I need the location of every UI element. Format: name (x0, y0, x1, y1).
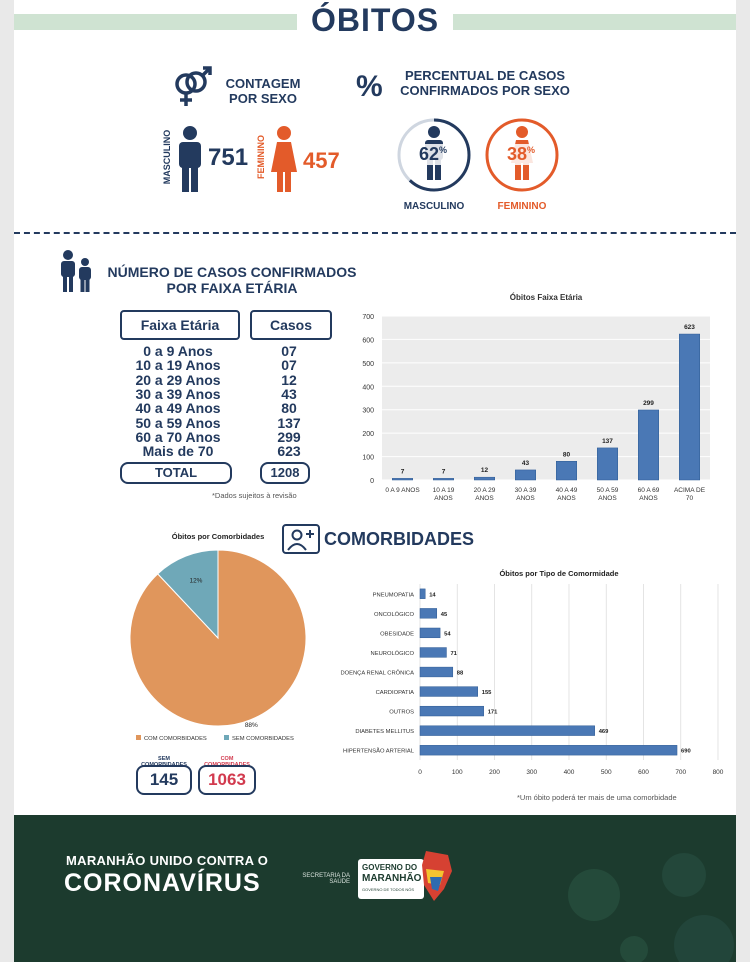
legend-swatch (224, 735, 229, 740)
y-tick-label: 100 (362, 454, 374, 462)
x-tick-label: 20 A 29 (473, 487, 496, 494)
y-tick-label: 500 (362, 360, 374, 368)
com-comorb-value: 1063 (198, 765, 256, 795)
table-header-faixa: Faixa Etária (120, 310, 240, 340)
fem-label: FEMININO (256, 135, 266, 179)
bar (420, 648, 446, 658)
table-cell-faixa: 30 a 39 Anos (135, 385, 221, 402)
y-tick-label: 0 (370, 478, 374, 485)
footer-slogan-line1: MARANHÃO UNIDO CONTRA O (66, 853, 269, 868)
table-cell-casos: 299 (277, 428, 301, 445)
x-tick-label: ANOS (557, 495, 576, 502)
fem-percent-caption: FEMININO (497, 201, 547, 212)
x-tick-label: 300 (526, 769, 538, 776)
y-tick-label: DOENÇA RENAL CRÔNICA (340, 670, 414, 677)
faixa-note: *Dados sujeitos à revisão (212, 491, 297, 500)
data-label: 299 (643, 399, 654, 407)
x-tick-label: 400 (563, 769, 575, 776)
sexo-heading-line1: CONTAGEM (225, 76, 301, 91)
table-cell-faixa: 50 a 59 Anos (135, 414, 221, 431)
x-tick-label: 800 (712, 769, 724, 776)
x-tick-label: 70 (685, 495, 694, 502)
table-cell-casos: 43 (281, 385, 297, 402)
y-tick-label: CARDIOPATIA (375, 690, 414, 697)
gov-logo-line2: MARANHÃO (362, 873, 422, 884)
bar (474, 477, 495, 480)
maranhao-map-icon (420, 849, 454, 903)
sem-comorb-value: 145 (136, 765, 192, 795)
y-tick-label: 700 (362, 314, 374, 321)
y-tick-label: ONCOLÓGICO (374, 611, 414, 618)
people-icon (58, 250, 94, 292)
y-tick-label: OBESIDADE (380, 631, 414, 638)
gender-symbol-icon (170, 66, 214, 110)
masc-label: MASCULINO (162, 129, 172, 185)
bar (597, 448, 618, 480)
table-cell-casos: 07 (281, 343, 297, 359)
data-label: 43 (521, 459, 530, 467)
bar (392, 478, 413, 480)
x-tick-label: ACIMA DE (673, 487, 706, 494)
legend-swatch (136, 735, 141, 740)
data-label: 12 (480, 467, 489, 475)
patient-bed-icon (282, 524, 320, 554)
y-tick-label: 600 (362, 337, 374, 345)
sec-saude-line1: SECRETARIA DA (302, 873, 350, 879)
footer-slogan-line2: CORONAVÍRUS (64, 869, 261, 897)
bar (420, 745, 677, 755)
data-label: 54 (444, 631, 451, 638)
virus-decoration-icon (554, 835, 734, 962)
bar (679, 334, 700, 480)
chart-title: Óbitos por Comorbidades (171, 532, 265, 541)
x-tick-label: 200 (489, 769, 500, 776)
x-tick-label: 30 A 39 (514, 487, 537, 494)
pct-heading-line2: CONFIRMADOS POR SEXO (400, 83, 570, 98)
x-tick-label: 500 (600, 769, 612, 776)
table-cell-casos: 07 (281, 357, 297, 374)
table-cell-casos: 80 (281, 400, 297, 417)
x-tick-label: 100 (451, 769, 463, 776)
x-tick-label: 700 (675, 769, 687, 776)
y-tick-label: DIABETES MELLITUS (355, 729, 414, 736)
table-cell-faixa: Mais de 70 (142, 443, 214, 460)
governo-logo (358, 859, 424, 899)
data-label: 7 (400, 468, 405, 476)
fem-percent-sign: % (527, 145, 536, 155)
fem-count: 457 (303, 148, 340, 173)
data-label: 469 (598, 729, 609, 736)
plot-area (382, 316, 710, 480)
masc-percent-number: 62 (419, 144, 440, 164)
bar (420, 608, 437, 618)
sexo-heading (218, 76, 308, 106)
total-value: 1208 (260, 462, 310, 484)
masc-percent-sign: % (439, 145, 448, 155)
table-cell-faixa: 20 a 29 Anos (135, 371, 221, 388)
fem-vertical-label (254, 126, 268, 192)
bar (556, 461, 577, 480)
table-cell-faixa: 0 a 9 Anos (143, 343, 213, 359)
comorb-heading: COMORBIDADES (324, 529, 475, 549)
data-label: 88 (456, 670, 464, 677)
masc-count: 751 (208, 144, 249, 171)
gov-logo-line3: GOVERNO DE TODOS NÓS (362, 887, 415, 892)
table-header-casos: Casos (250, 310, 332, 340)
legend-label: COM COMORBIDADES (144, 736, 207, 742)
comorb-note: *Um óbito poderá ter mais de uma comorbidade (517, 793, 677, 802)
y-tick-label: 300 (362, 407, 374, 415)
sexo-heading-line2: POR SEXO (229, 91, 297, 106)
y-tick-label: NEUROLÓGICO (370, 650, 414, 657)
bar (420, 667, 453, 677)
page-title (14, 2, 736, 39)
sec-saude-label (300, 873, 350, 885)
y-tick-label: 200 (362, 431, 374, 439)
slice-label: 12% (189, 577, 203, 585)
x-tick-label: 40 A 49 (555, 487, 578, 494)
x-tick-label: 10 A 19 (432, 487, 455, 494)
masc-percent-caption: MASCULINO (403, 201, 465, 212)
com-comorb-label: COM COMORBIDADES (204, 756, 250, 768)
comorb-type-bar-chart (310, 564, 724, 784)
x-tick-label: ANOS (516, 495, 535, 502)
x-tick-label: 60 A 69 (637, 487, 660, 494)
table-cell-faixa: 10 a 19 Anos (135, 357, 221, 374)
data-label: 80 (562, 451, 571, 459)
bar (515, 470, 536, 480)
page-title-text: ÓBITOS (297, 2, 453, 38)
x-tick-label: 0 A 9 ANOS (385, 487, 420, 494)
fem-percent-number: 38 (507, 144, 528, 164)
sem-comorb-label: SEM COMORBIDADES (141, 756, 187, 768)
data-label: 155 (481, 690, 492, 697)
pct-heading-line1: PERCENTUAL DE CASOS (404, 68, 566, 83)
bar (638, 410, 659, 480)
male-figure-icon (176, 126, 204, 192)
footer (14, 815, 736, 962)
total-label: TOTAL (120, 462, 232, 484)
data-label: 690 (681, 748, 691, 755)
data-label: 623 (684, 324, 695, 332)
section-divider (14, 232, 736, 234)
y-tick-label: HIPERTENSÃO ARTERIAL (343, 748, 414, 755)
x-tick-label: 600 (638, 769, 649, 776)
table-cell-faixa: 60 a 70 Anos (135, 428, 221, 445)
faixa-heading-line1: NÚMERO DE CASOS CONFIRMADOS (107, 264, 357, 280)
table-cell-casos: 12 (281, 371, 297, 388)
data-label: 14 (429, 592, 436, 599)
infographic-page (14, 0, 736, 962)
bar (420, 706, 484, 716)
chart-title: Óbitos Faixa Etária (509, 293, 583, 302)
bar (420, 687, 478, 697)
bar (433, 478, 454, 480)
x-tick-label: ANOS (598, 495, 617, 502)
pct-heading (392, 68, 578, 98)
table-cell-faixa: 40 a 49 Anos (135, 400, 221, 417)
x-tick-label: 0 (418, 769, 422, 776)
x-tick-label: ANOS (434, 495, 453, 502)
comorb-pie-chart (106, 528, 316, 753)
data-label: 45 (440, 611, 448, 618)
table-cell-casos: 137 (277, 414, 301, 431)
slice-label: 88% (244, 721, 258, 729)
data-label: 71 (450, 650, 457, 657)
fem-percent-value (506, 144, 536, 165)
gov-logo-line1: GOVERNO DO (362, 863, 418, 872)
data-label: 137 (602, 437, 613, 445)
x-tick-label: ANOS (639, 495, 658, 502)
bar (420, 628, 440, 638)
table-cell-casos: 623 (277, 443, 301, 460)
bar (420, 726, 595, 736)
masc-percent-value (418, 144, 448, 165)
data-label: 171 (487, 709, 498, 716)
data-label: 7 (441, 468, 446, 476)
legend-label: SEM COMORBIDADES (232, 736, 294, 742)
faixa-bar-chart (330, 290, 720, 510)
masc-vertical-label (160, 126, 174, 192)
sec-saude-line2: SAÚDE (329, 879, 350, 885)
x-tick-label: 50 A 59 (596, 487, 619, 494)
female-figure-icon (269, 126, 299, 192)
y-tick-label: OUTROS (389, 709, 414, 716)
bar (420, 589, 425, 599)
percent-icon: % (356, 70, 383, 103)
chart-title: Óbitos por Tipo de Comormidade (499, 569, 619, 578)
faixa-heading-line2: POR FAIXA ETÁRIA (166, 280, 298, 296)
y-tick-label: PNEUMOPATIA (372, 592, 414, 599)
x-tick-label: ANOS (475, 495, 494, 502)
y-tick-label: 400 (362, 384, 374, 392)
